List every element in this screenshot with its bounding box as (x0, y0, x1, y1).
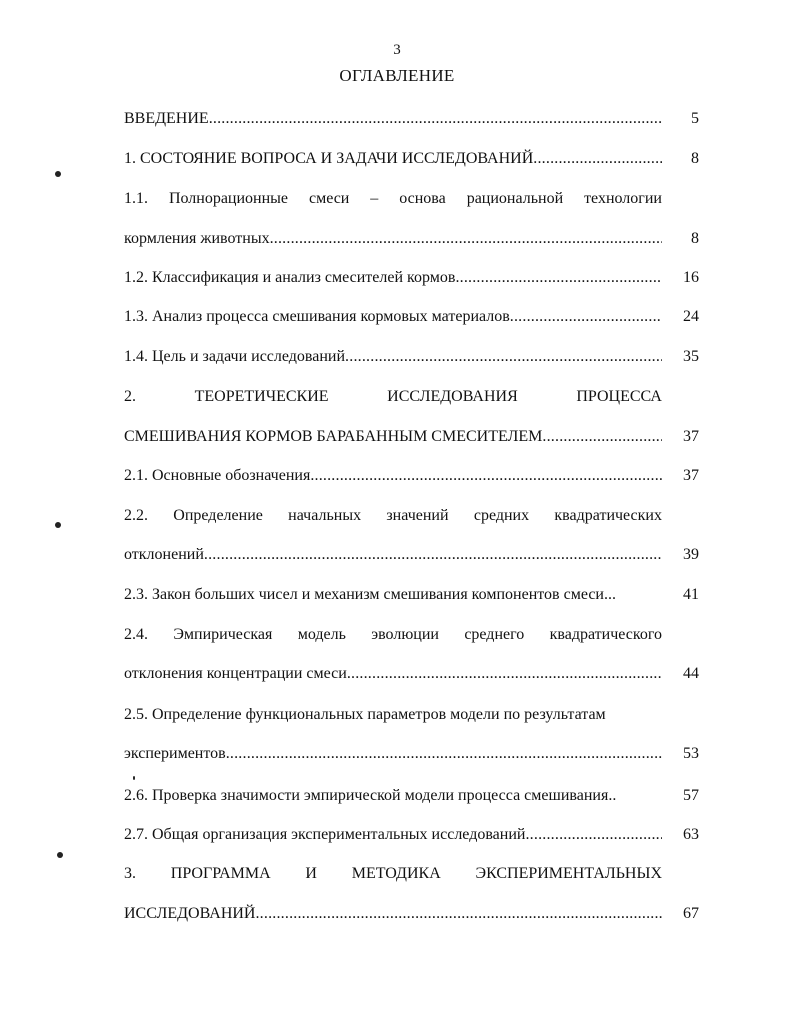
toc-entry-text: отклонений (124, 546, 204, 563)
toc-page-number: 37 (683, 428, 699, 445)
leader-dots (310, 464, 662, 488)
toc-word: модель (297, 626, 346, 643)
toc-word: И (305, 865, 317, 882)
toc-entry-section-1-4[interactable] (124, 345, 662, 369)
toc-entry-chapter-2-cont[interactable] (124, 425, 662, 449)
toc-page-number: 35 (683, 348, 699, 365)
toc-page-number: 39 (683, 546, 699, 563)
toc-entry-section-1-3[interactable] (124, 305, 662, 329)
toc-entry-section-1-1-cont[interactable] (124, 227, 662, 251)
toc-title: ОГЛАВЛЕНИЕ (339, 66, 455, 85)
toc-entry-text: 2.7. Общая организация экспериментальных исследований (124, 826, 526, 843)
toc-word: ПРОЦЕССА (576, 388, 662, 405)
toc-word: Эмпирическая (173, 626, 273, 643)
toc-entry-section-2-7[interactable] (124, 823, 662, 847)
toc-entry-text: отклонения концентрации смеси (124, 665, 347, 682)
toc-entry-text: 1.4. Цель и задачи исследований (124, 348, 346, 365)
toc-word: начальных (288, 507, 362, 524)
toc-entry-chapter-3[interactable] (124, 862, 662, 886)
scan-speck (133, 776, 135, 780)
toc-entry-text: 2.5. Определение функциональных параметров модели по результатам (124, 706, 606, 723)
toc-page-number: 5 (691, 110, 699, 127)
toc-entry-section-2-4-cont[interactable] (124, 662, 662, 686)
toc-entry-chapter-2[interactable] (124, 385, 662, 409)
toc-word: МЕТОДИКА (351, 865, 441, 882)
toc-entry-section-2-5-cont[interactable] (124, 742, 662, 766)
scan-speck (55, 171, 61, 177)
toc-word: значений (386, 507, 449, 524)
toc-entry-text: кормления животных (124, 230, 270, 247)
toc-word: 2. (124, 388, 136, 405)
toc-page-number: 37 (683, 467, 699, 484)
leader-dots (455, 266, 662, 290)
toc-word: ЭКСПЕРИМЕНТАЛЬНЫХ (475, 865, 662, 882)
toc-entry-text: 2.3. Закон больших чисел и механизм смешивания компонентов смеси... (124, 586, 616, 603)
toc-word: 2.2. (124, 507, 148, 524)
toc-word: ИССЛЕДОВАНИЯ (387, 388, 518, 405)
toc-entry-text: 1. СОСТОЯНИЕ ВОПРОСА И ЗАДАЧИ ИССЛЕДОВАНИЙ (124, 150, 534, 167)
toc-word: ТЕОРЕТИЧЕСКИЕ (194, 388, 329, 405)
scan-speck (55, 522, 61, 528)
toc-entry-text: 1.3. Анализ процесса смешивания кормовых материалов (124, 308, 510, 325)
toc-word: 3. (124, 865, 136, 882)
leader-dots (226, 742, 662, 766)
toc-word: Определение (173, 507, 263, 524)
leader-dots (204, 543, 662, 567)
toc-entry-text: 2.6. Проверка значимости эмпирической модели процесса смешивания.. (124, 787, 617, 804)
toc-entry-text: 1.2. Классификация и анализ смесителей кормов (124, 269, 456, 286)
toc-entry-section-2-2-cont[interactable] (124, 543, 662, 567)
toc-word: 2.4. (124, 626, 148, 643)
toc-entry-section-2-2[interactable] (124, 504, 662, 528)
toc-word: средних (473, 507, 530, 524)
leader-dots (209, 107, 662, 131)
toc-page-number: 53 (683, 745, 699, 762)
leader-dots (510, 305, 662, 329)
toc-word: Полнорационные (168, 190, 289, 207)
toc-entry-section-2-5[interactable] (124, 703, 669, 727)
toc-entry-text: ВВЕДЕНИЕ (124, 110, 209, 127)
toc-word: основа (399, 190, 446, 207)
toc-word: технологии (584, 190, 662, 207)
toc-entry-section-1-1[interactable] (124, 187, 662, 211)
leader-dots (270, 227, 662, 251)
toc-entry-section-2-1[interactable] (124, 464, 662, 488)
toc-entry-section-2-6[interactable] (124, 784, 669, 808)
scan-speck (57, 852, 63, 858)
toc-entry-chapter-3-cont[interactable] (124, 902, 662, 926)
toc-word: среднего (464, 626, 525, 643)
toc-word: рациональной (466, 190, 564, 207)
toc-page-number: 24 (683, 308, 699, 325)
toc-entry-text: ИССЛЕДОВАНИЙ (124, 905, 256, 922)
toc-entry-section-2-4[interactable] (124, 623, 662, 647)
leader-dots (525, 823, 662, 847)
toc-word: эволюции (371, 626, 439, 643)
toc-entry-chapter-1[interactable] (124, 147, 662, 171)
toc-word: ПРОГРАММА (170, 865, 271, 882)
toc-word: – (370, 190, 379, 207)
leader-dots (347, 662, 662, 686)
toc-entry-section-2-3[interactable] (124, 583, 669, 607)
toc-entry-text: СМЕШИВАНИЯ КОРМОВ БАРАБАННЫМ СМЕСИТЕЛЕМ (124, 428, 543, 445)
toc-page-number: 41 (683, 586, 699, 603)
toc-page-number: 57 (683, 787, 699, 804)
leader-dots (533, 147, 662, 171)
toc-page-number: 8 (691, 230, 699, 247)
leader-dots (255, 902, 662, 926)
toc-page-number: 44 (683, 665, 699, 682)
toc-entry-intro[interactable] (124, 107, 662, 131)
toc-page-number: 67 (683, 905, 699, 922)
toc-entry-text: 2.1. Основные обозначения (124, 467, 311, 484)
toc-page-number: 16 (683, 269, 699, 286)
toc-page-number: 8 (691, 150, 699, 167)
toc-word: квадратического (549, 626, 662, 643)
page-number: 3 (393, 42, 401, 58)
toc-entry-text: экспериментов (124, 745, 226, 762)
toc-word: смеси (308, 190, 350, 207)
toc-entry-section-1-2[interactable] (124, 266, 662, 290)
toc-word: квадратических (554, 507, 662, 524)
toc-word: 1.1. (124, 190, 148, 207)
leader-dots (542, 425, 662, 449)
toc-page-number: 63 (683, 826, 699, 843)
leader-dots (345, 345, 662, 369)
